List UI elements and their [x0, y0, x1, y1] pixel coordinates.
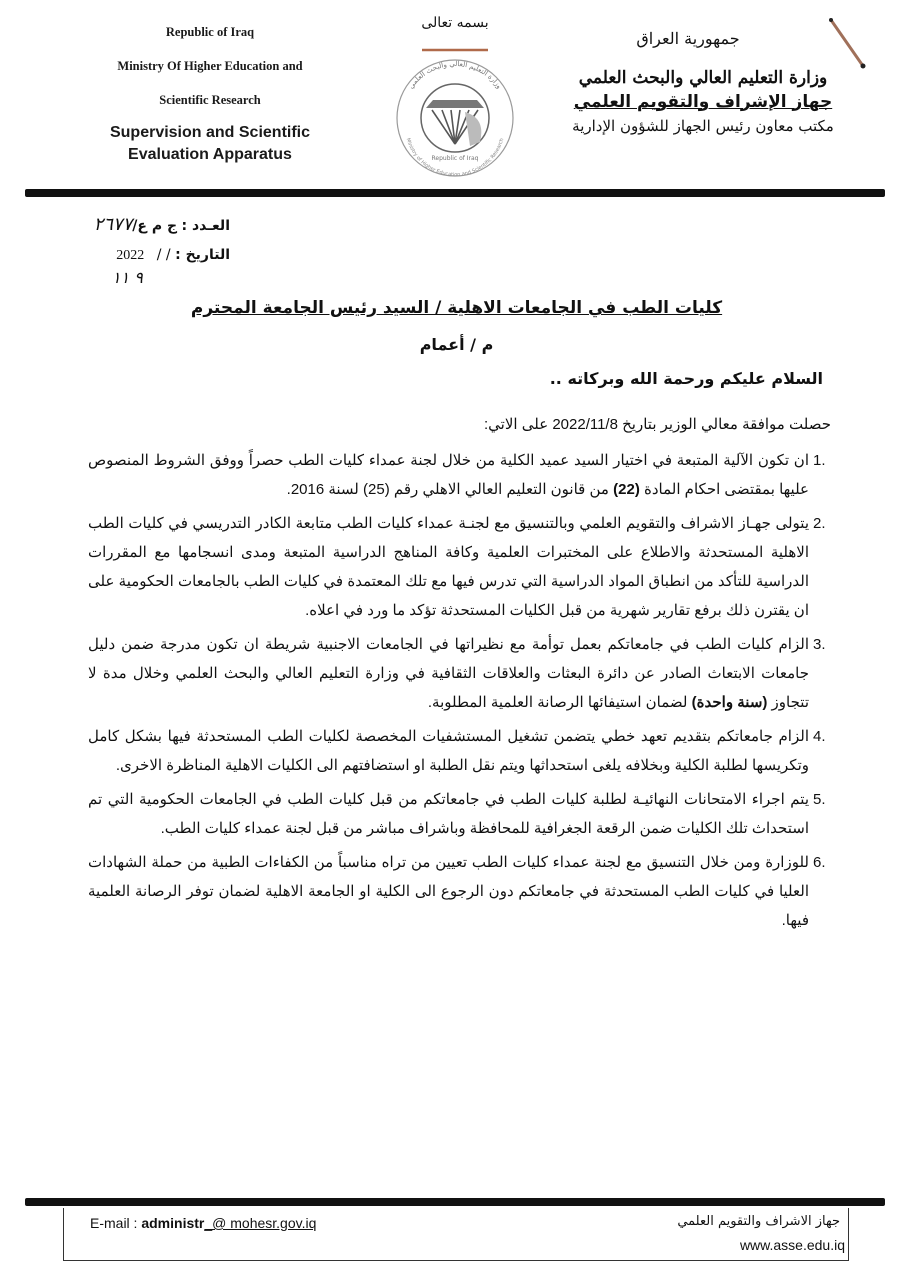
ministry-seal-logo: [390, 40, 520, 180]
letter-subject: م / أعمام: [419, 335, 494, 354]
letter-intro: حصلت موافقة معالي الوزير بتاريخ 2022/11/8 على الاتي:: [484, 416, 831, 433]
footer-website-link[interactable]: www.asse.edu.iq: [739, 1237, 845, 1253]
header-ar-apparatus: جهاز الإشراف والتقويم العلمي: [573, 92, 833, 112]
footer-email-domain[interactable]: _@ mohesr.gov.iq: [204, 1215, 317, 1231]
list-item-number: 6.: [813, 854, 826, 871]
list-item-number: 4.: [813, 728, 826, 745]
letter-addressee: كليات الطب في الجامعات الاهلية / السيد رئيس الجامعة المحترم: [190, 298, 723, 318]
list-item-number: 2.: [813, 515, 826, 532]
list-item: [88, 509, 843, 625]
basmala: بسمه تعالى: [421, 15, 489, 31]
header-en-apparatus-line1: Supervision and Scientific: [109, 124, 311, 141]
list-item-text: الزام كليات الطب في جامعاتكم بعمل توأمة مع نظيراتها في الجامعات الاجنبية شريطة ان تكون مدرجة ضمن دليل جامعات الابتعاث الصادر عن دائرة البعثات والعلاقات الثقافية في وزارة التعليم العالي والبحث العلمي وخلال مدة لا تتجاوز (سنة واحدة) لضمان استيفائها الرصانة العلمية المطلوبة.: [88, 636, 809, 711]
header-ar-country: جمهورية العراق: [636, 29, 740, 48]
header-ar: [533, 28, 873, 138]
list-item-number: 1.: [813, 452, 826, 469]
list-item: [88, 722, 843, 780]
seal-inner-text: Republic of Iraq: [431, 155, 479, 162]
header-en-country: Republic of Iraq: [165, 25, 255, 39]
reference-number-label: العـدد :: [181, 218, 230, 234]
footer-email-user[interactable]: administr: [141, 1215, 205, 1231]
seal-text-ar: وزارة التعليم العالي والبحث العلمي: [406, 59, 504, 91]
list-item-text: يتم اجراء الامتحانات النهائيـة لطلبة كليات الطب في جامعاتكم من قبل كليات الطب في الجامعات الحكومية التي تم استحداث تلك الكليات ضمن الرقعة الجغرافية للمحافظة وباشراف مباشر من قبل لجنة عمداء كليات الطب.: [88, 791, 809, 837]
reference-date-label: التاريخ :: [175, 247, 230, 263]
list-item-number: 3.: [813, 636, 826, 653]
reference-block: [20, 210, 230, 270]
header-divider: [25, 189, 885, 197]
reference-date-year: 2022: [116, 248, 145, 263]
list-item-number: 5.: [813, 791, 826, 808]
header-en-apparatus-line2: Evaluation Apparatus: [128, 146, 292, 163]
header-ar-office: مكتب معاون رئيس الجهاز للشؤون الإدارية: [572, 117, 834, 135]
letter-items-list: [88, 446, 843, 940]
footer-email[interactable]: [90, 1214, 316, 1232]
footer-org-ar: جهاز الاشراف والتقويم العلمي: [677, 1214, 840, 1229]
reference-date-handwritten: ٩ ١١: [112, 268, 143, 287]
list-item-text: ان تكون الآلية المتبعة في اختيار السيد عميد الكلية من خلال لجنة عمداء كليات الطب حصراً ووفق الشروط المنصوص عليها بمقتضى احكام المادة (22) من قانون التعليم العالي الاهلي رقم (25) لسنة 2016.: [88, 452, 809, 498]
footer-divider: [25, 1198, 885, 1206]
header-en: [100, 20, 320, 166]
header-en-ministry-line2: Scientific Research: [159, 93, 261, 107]
list-item: [88, 446, 843, 504]
reference-date-slashes: / /: [156, 247, 171, 263]
reference-number: [20, 210, 230, 240]
header-en-ministry-line1: Ministry Of Higher Education and: [117, 59, 303, 73]
list-item: [88, 630, 843, 717]
list-item-text: يتولى جهـاز الاشراف والتقويم العلمي وبالتنسيق مع لجنـة عمداء كليات الطب متابعة الكادر التدريسي في كليات الطب الاهلية المستحدثة والاطلاع على المختبرات العلمية وكافة المناهج الدراسية المتبعة ومدى انسجامها مع المقررات الدراسية للتأكد من انطباق المواد الدراسية التي تدرس فيها مع تلك المعتمدة في كليات الطب بالجامعات الحكومية على ان يقترن ذلك برفع تقارير شهرية من قبل الكليات المستحدثة تؤكد ما ورد في اعلاه.: [88, 515, 809, 619]
svg-text:وزارة التعليم العالي والبحث ال: [407, 60, 503, 90]
reference-number-prefix: ج م ع/: [132, 218, 178, 234]
header-ar-ministry: وزارة التعليم العالي والبحث العلمي: [578, 68, 828, 88]
list-item-text: للوزارة ومن خلال التنسيق مع لجنة عمداء كليات الطب تعيين من تراه مناسباً من الكفاءات الطبية من حملة الشهادات العليا في كليات الطب المستحدثة في جامعاتكم دون الرجوع الى الكلية او الجامعة الاهلية لضمان توفر الرصانة العلمية فيها.: [88, 854, 809, 929]
list-item-text: الزام جامعاتكم بتقديم تعهد خطي يتضمن تشغيل المستشفيات المخصصة لكليات الطب المستحدثة فيها بشكل كامل وتكريسها لطلبة الكلية وبخلافه يلغى استحداثها ويتم نقل الطلبة او استضافتهم الى الكليات الاهلية المناظرة الاخرى.: [88, 728, 809, 774]
footer-email-label: E-mail :: [90, 1215, 142, 1231]
list-item: [88, 848, 843, 935]
list-item: [88, 785, 843, 843]
reference-number-handwritten: ٢٦٧٧: [93, 214, 133, 235]
reference-date: [20, 240, 230, 270]
letter-greeting: السلام عليكم ورحمة الله وبركاته ..: [549, 369, 823, 388]
seal-text-en: Ministry of Higher Education and Scientific Research: [404, 137, 506, 179]
